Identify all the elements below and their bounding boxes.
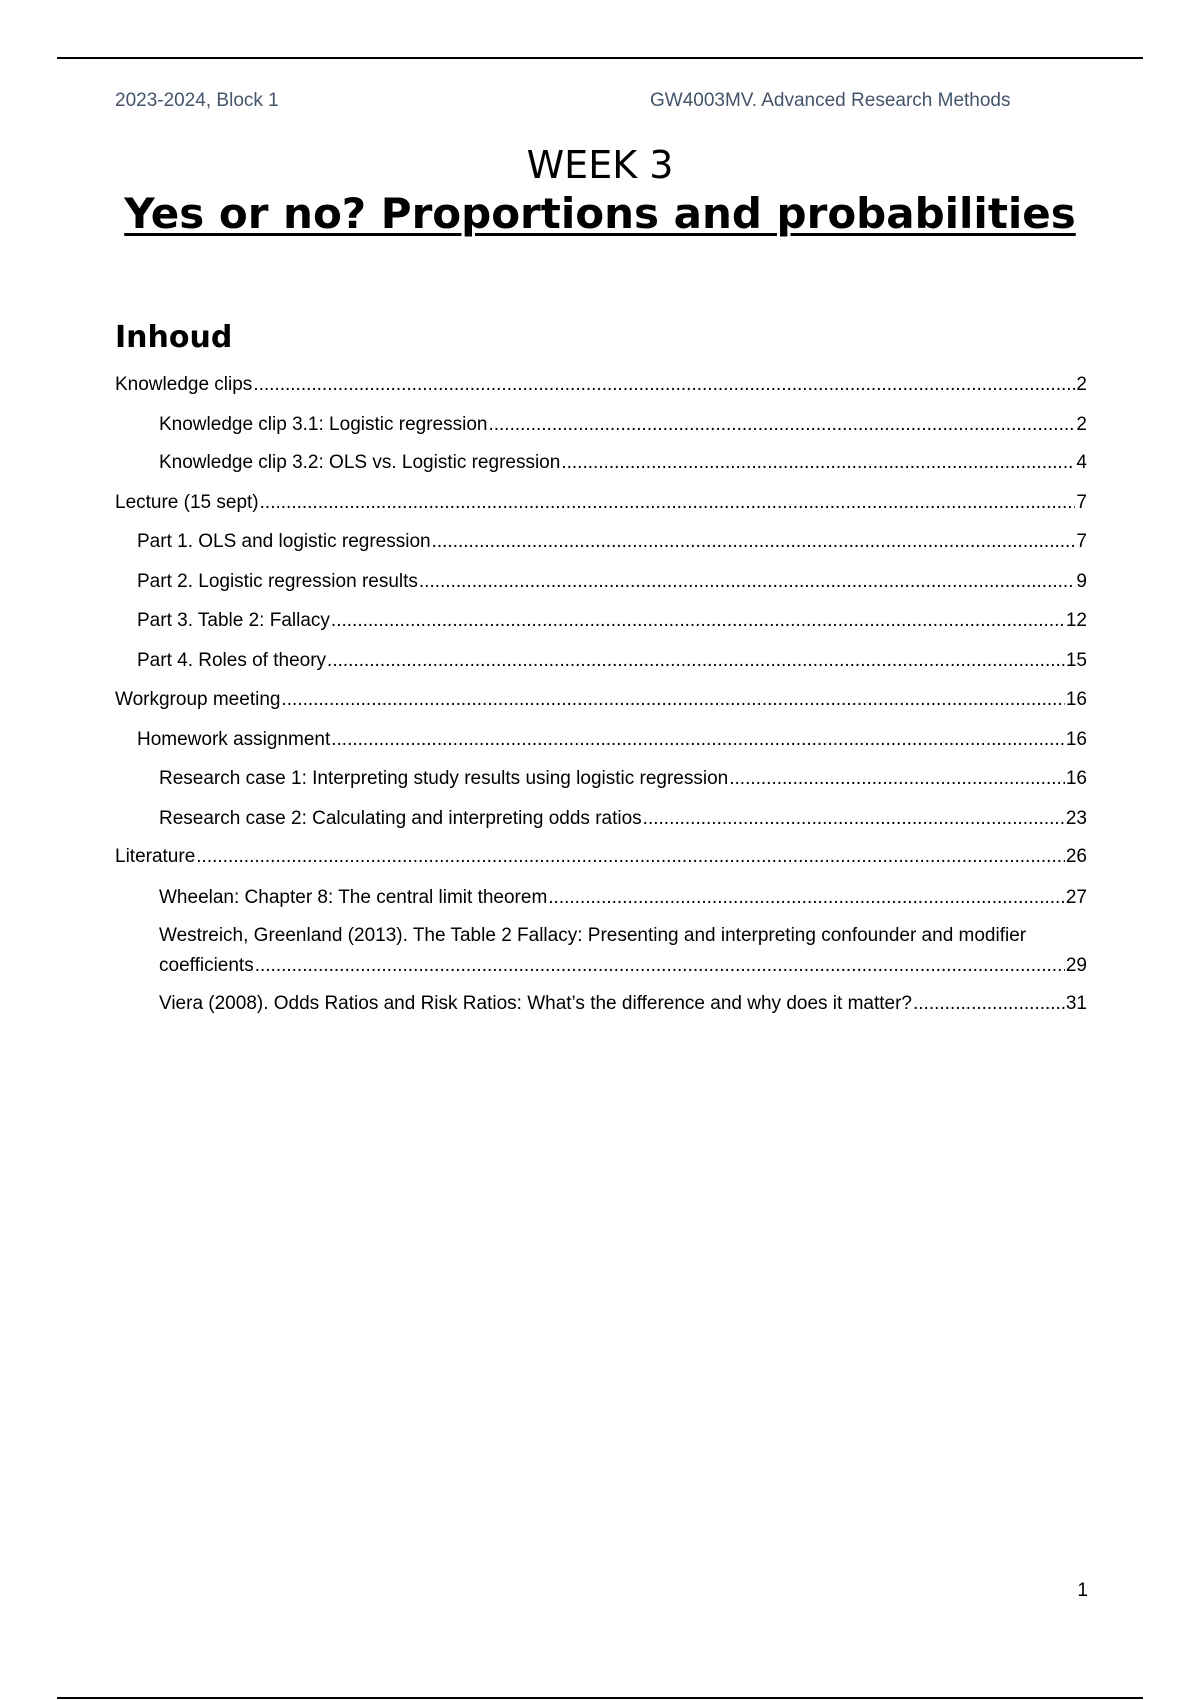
toc-entry-page: 12 [1065, 610, 1087, 631]
toc-entry-knowledge-clip-3-2[interactable] [159, 451, 1087, 475]
toc-entry-literature[interactable] [115, 845, 1087, 869]
toc-leader-dots [561, 451, 1075, 475]
toc-entry-page: 29 [1065, 955, 1087, 976]
toc-entry-part-2[interactable] [137, 570, 1087, 594]
toc-leader-dots [913, 992, 1065, 1016]
toc-leader-dots [419, 570, 1076, 594]
toc-entry-part-3[interactable] [137, 609, 1087, 633]
top-rule [57, 57, 1143, 59]
toc-entry-page: 15 [1065, 650, 1087, 671]
toc-entry-continuation [159, 951, 1087, 981]
toc-leader-dots [281, 688, 1064, 712]
toc-entry-workgroup-meeting[interactable] [115, 688, 1087, 712]
toc-entry-part-1[interactable] [137, 530, 1087, 554]
toc-entry-research-case-1[interactable] [159, 767, 1087, 791]
toc-entry-page: 9 [1076, 571, 1087, 592]
week-label: WEEK 3 [526, 143, 674, 187]
toc-entry-label: Knowledge clip 3.2: OLS vs. Logistic regression [159, 452, 561, 473]
toc-entry-label: Westreich, Greenland (2013). The Table 2 Fallacy: Presenting and interpreting confounder and modifier [159, 925, 1027, 946]
toc-heading: Inhoud [115, 320, 233, 355]
toc-entry-label: Literature [115, 846, 196, 867]
toc-entry-research-case-2[interactable] [159, 807, 1087, 831]
document-title: Yes or no? Proportions and probabilities [124, 189, 1076, 238]
toc-entry-wheelan[interactable] [159, 886, 1087, 910]
toc-entry-page: 2 [1076, 414, 1087, 435]
toc-entry-label: Workgroup meeting [115, 689, 281, 710]
toc-entry-label: Homework assignment [137, 729, 331, 750]
toc-leader-dots [488, 413, 1075, 437]
toc-entry-page: 2 [1076, 374, 1087, 395]
toc-leader-dots [432, 530, 1076, 554]
toc-leader-dots [331, 728, 1065, 752]
toc-entry-page: 16 [1065, 689, 1087, 710]
toc-entry-homework-assignment[interactable] [137, 728, 1087, 752]
toc-entry-westreich-greenland[interactable] [159, 921, 1087, 981]
toc-entry-part-4[interactable] [137, 649, 1087, 673]
toc-entry-page: 4 [1076, 452, 1087, 473]
toc-leader-dots [327, 649, 1065, 673]
toc-leader-dots [331, 609, 1065, 633]
toc-entry-page: 27 [1065, 887, 1087, 908]
toc-leader-dots [255, 951, 1065, 981]
toc-entry-label: Part 1. OLS and logistic regression [137, 531, 431, 552]
toc-entry-label: Viera (2008). Odds Ratios and Risk Ratios: What’s the difference and why does it matter? [159, 993, 912, 1014]
toc-entry-page: 16 [1065, 768, 1087, 789]
toc-leader-dots [253, 373, 1075, 397]
toc-entry-knowledge-clip-3-1[interactable] [159, 413, 1087, 437]
toc-entry-label: Knowledge clip 3.1: Logistic regression [159, 414, 488, 435]
toc-entry-label: Knowledge clips [115, 374, 253, 395]
toc-entry-label: Part 4. Roles of theory [137, 650, 327, 671]
toc-entry-page: 31 [1065, 993, 1087, 1014]
toc-entry-label: Research case 1: Interpreting study results using logistic regression [159, 768, 729, 789]
toc-leader-dots [729, 767, 1065, 791]
toc-entry-page: 26 [1065, 846, 1087, 867]
toc-leader-dots [196, 845, 1065, 869]
page-number: 1 [1077, 1580, 1088, 1601]
toc-leader-dots [260, 491, 1076, 515]
toc-entry-label: Part 3. Table 2: Fallacy [137, 610, 330, 631]
toc-entry-label: Lecture (15 sept) [115, 492, 259, 513]
bottom-rule [57, 1697, 1143, 1699]
toc-entry-lecture[interactable] [115, 491, 1087, 515]
header-course-label: GW4003MV. Advanced Research Methods [650, 90, 1011, 111]
toc-entry-label: Research case 2: Calculating and interpreting odds ratios [159, 808, 642, 829]
toc-entry-viera[interactable] [159, 992, 1087, 1016]
toc-entry-label: Part 2. Logistic regression results [137, 571, 418, 592]
toc-entry-page: 7 [1076, 531, 1087, 552]
toc-leader-dots [548, 886, 1065, 910]
toc-entry-page: 23 [1065, 808, 1087, 829]
toc-entry-page: 7 [1076, 492, 1087, 513]
toc-entry-knowledge-clips[interactable] [115, 373, 1087, 397]
header-block-label: 2023-2024, Block 1 [115, 90, 279, 111]
toc-leader-dots [643, 807, 1065, 831]
toc-entry-page: 16 [1065, 729, 1087, 750]
toc-entry-label: Wheelan: Chapter 8: The central limit theorem [159, 887, 548, 908]
toc-entry-label-continued: coefficients [159, 955, 254, 976]
